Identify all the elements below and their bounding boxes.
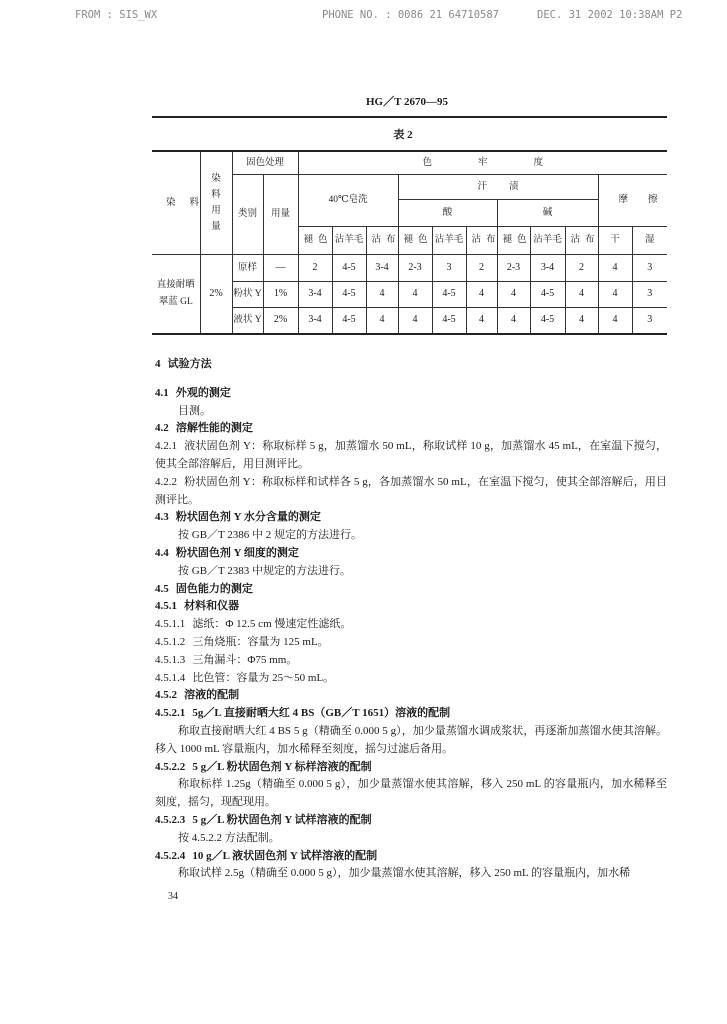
fax-header-date: DEC. 31 2002 10:38AM P2 [537,9,683,21]
subheader-cell: 沾羊毛 [432,226,466,254]
section-heading [155,848,667,866]
header-acid: 酸 [398,199,497,226]
paragraph-text: 目测。 [178,404,211,417]
body-paragraph [155,865,667,883]
subheader-cell: 沾羊毛 [332,226,366,254]
header-fixing-amount: 用量 [263,174,298,254]
fastness-value-cell: 4 [366,281,398,307]
clause-number: 4.5.1.4 [155,671,186,684]
paragraph-text: 称取直接耐晒大红 4 BS 5 g（精确至 0.000 5 g），加少量蒸馏水调成浆状，再逐渐加蒸馏水使其溶解。移入 1000 mL 容量瓶内，加水稀释至刻度，摇匀过滤后备用。 [155,724,667,755]
section-number: 4.5.1 [155,600,177,613]
header-dye-amount-label: 染料用量 [211,173,221,232]
header-row [152,151,667,174]
section-number: 4.3 [155,511,169,524]
section-heading [155,509,667,527]
subheader-cell: 褪色 [497,226,530,254]
fastness-value-cell: 3 [632,254,667,281]
fastness-value-cell: 4 [565,307,598,334]
paragraph-text: 按 GB／T 2383 中规定的方法进行。 [178,564,352,577]
paragraph-text: 称取标样 1.25g（精确至 0.000 5 g），加少量蒸馏水使其溶解，移入 250 mL 的容量瓶内，加水稀释至刻度，摇匀，现配现用。 [155,778,667,809]
paragraph-text: 称取试样 2.5g（精确至 0.000 5 g），加少量蒸馏水使其溶解，移入 250 mL 的容量瓶内，加水稀 [178,867,631,880]
section-number: 4.2 [155,422,169,435]
fastness-value-cell: 3-4 [366,254,398,281]
clause-text: 比色管：容量为 25～50 mL。 [192,671,335,684]
section-number: 4.5.2.3 [155,813,186,826]
fastness-value-cell: 4 [466,281,497,307]
fixing-amount-cell: — [263,254,298,281]
section-heading [155,385,667,403]
header-rubbing: 摩擦 [598,174,667,226]
dye-amount-cell: 2% [200,254,232,334]
section-title: 外观的测定 [175,386,231,399]
clause-number: 4.5.1.3 [155,653,186,666]
fastness-value-cell: 4 [565,281,598,307]
fastness-value-cell: 3-4 [530,254,565,281]
subheader-cell: 干 [598,226,632,254]
subheader-cell: 褪色 [398,226,432,254]
section-title: 试验方法 [167,358,212,370]
subheader-cell: 沾布 [466,226,497,254]
clause-number: 4.2.2 [155,475,177,488]
fastness-value-cell: 2 [565,254,598,281]
fastness-value-cell: 3 [432,254,466,281]
header-fixing-treatment: 固色处理 [232,151,298,174]
fastness-value-cell: 2 [298,254,332,281]
clause-number: 4.5.1.2 [155,635,186,648]
section-heading [155,356,667,374]
document-body [155,356,667,883]
section-heading [155,598,667,616]
clause-number: 4.2.1 [155,440,177,453]
fastness-value-cell: 3-4 [298,281,332,307]
subheader-cell: 沾布 [565,226,598,254]
body-paragraph [155,830,667,848]
section-title: 粉状固色剂 Y 细度的测定 [175,546,299,559]
section-title: 溶液的配制 [184,689,240,702]
section-number: 4.5.2 [155,689,177,702]
section-number: 4.4 [155,546,169,559]
fastness-value-cell: 2-3 [398,254,432,281]
document-code: HG／T 2670—95 [365,96,448,108]
section-heading [155,545,667,563]
section-title: 10 g／L 液状固色剂 Y 试样溶液的配制 [192,849,378,862]
subheader-cell: 沾布 [366,226,398,254]
fastness-value-cell: 4-5 [432,307,466,334]
fastness-value-cell: 2 [466,254,497,281]
subheader-cell: 湿 [632,226,667,254]
fastness-value-cell: 4-5 [432,281,466,307]
clause-paragraph [155,670,667,688]
paragraph-text: 按 4.5.2.2 方法配制。 [178,831,280,844]
fixing-type-cell: 粉状 Y [232,281,263,307]
page-number: 34 [168,891,178,902]
table-row [152,254,667,281]
header-rule [152,116,667,118]
fastness-value-cell: 4 [398,307,432,334]
fax-header-from: FROM : SIS_WX [75,9,158,21]
body-paragraph [155,776,667,812]
fastness-value-cell: 4-5 [332,254,366,281]
fastness-value-cell: 4 [598,254,632,281]
section-title: 5g／L 直接耐晒大红 4 BS（GB／T 1651）溶液的配制 [192,707,451,720]
section-heading [155,420,667,438]
section-title: 5 g／L 粉状固色剂 Y 试样溶液的配制 [192,813,372,826]
section-heading [155,705,667,723]
clause-paragraph [155,634,667,652]
section-title: 材料和仪器 [184,600,240,613]
clause-text: 滤纸：Φ 12.5 cm 慢速定性滤纸。 [192,618,352,631]
fastness-value-cell: 3 [632,307,667,334]
section-number: 4.5.2.2 [155,760,186,773]
fastness-value-cell: 3-4 [298,307,332,334]
body-paragraph [155,723,667,759]
header-alkali: 碱 [497,199,598,226]
clause-text: 三角漏斗：Φ75 mm。 [192,653,298,666]
subheader-cell: 褪色 [298,226,332,254]
paragraph-text: 按 GB／T 2386 中 2 规定的方法进行。 [178,529,363,542]
clause-paragraph [155,438,667,474]
fastness-value-cell: 2-3 [497,254,530,281]
fastness-value-cell: 4 [366,307,398,334]
fixing-type-cell: 原样 [232,254,263,281]
header-perspiration: 汗渍 [398,174,598,199]
fixing-amount-cell: 2% [263,307,298,334]
section-title: 溶解性能的测定 [175,422,253,435]
clause-text: 粉状固色剂 Y：称取标样和试样各 5 g，各加蒸馏水 50 mL，在室温下搅匀，使其全部溶解后，用目测评比。 [155,475,667,506]
fastness-value-cell: 4-5 [332,281,366,307]
fixing-amount-cell: 1% [263,281,298,307]
section-heading [155,812,667,830]
fastness-value-cell: 4 [466,307,497,334]
clause-number: 4.5.1.1 [155,618,186,631]
fastness-value-cell: 4-5 [530,281,565,307]
fastness-value-cell: 4 [497,307,530,334]
body-paragraph [155,403,667,421]
fastness-table [152,150,678,335]
section-number: 4.5 [155,582,169,595]
fastness-value-cell: 4 [598,281,632,307]
section-heading [155,759,667,777]
section-title: 粉状固色剂 Y 水分含量的测定 [175,511,321,524]
clause-text: 三角烧瓶：容量为 125 mL。 [192,635,329,648]
table-caption: 表 2 [393,129,413,141]
fastness-value-cell: 4-5 [530,307,565,334]
header-fixing-type: 类别 [232,174,263,254]
subheader-cell: 沾羊毛 [530,226,565,254]
section-title: 固色能力的测定 [175,582,253,595]
fax-header-phone: PHONE NO. : 0086 21 64710587 [322,9,500,21]
section-number: 4.1 [155,386,169,399]
section-heading [155,581,667,599]
clause-paragraph [155,652,667,670]
fastness-value-cell: 4 [497,281,530,307]
section-heading [155,687,667,705]
clause-text: 液状固色剂 Y：称取标样 5 g，加蒸馏水 50 mL，称取试样 10 g，加蒸馏水 45 mL，在室温下搅匀，使其全部溶解后，用目测评比。 [155,440,667,470]
clause-paragraph [155,474,667,510]
dye-name-cell: 直接耐晒翠蓝 GL [152,254,200,334]
fixing-type-cell: 液状 Y [232,307,263,334]
header-soaping: 40℃皂洗 [298,174,398,226]
fastness-value-cell: 4 [598,307,632,334]
clause-paragraph [155,616,667,634]
body-paragraph [155,527,667,545]
fastness-value-cell: 3 [632,281,667,307]
section-number: 4.5.2.4 [155,849,186,862]
section-number: 4 [155,358,161,370]
fastness-value-cell: 4-5 [332,307,366,334]
section-title: 5 g／L 粉状固色剂 Y 标样溶液的配制 [192,760,372,773]
section-number: 4.5.2.1 [155,707,186,720]
header-dye: 染料 [152,151,200,254]
body-paragraph [155,563,667,581]
fastness-value-cell: 4 [398,281,432,307]
header-color-fastness: 色牢度 [298,151,667,174]
